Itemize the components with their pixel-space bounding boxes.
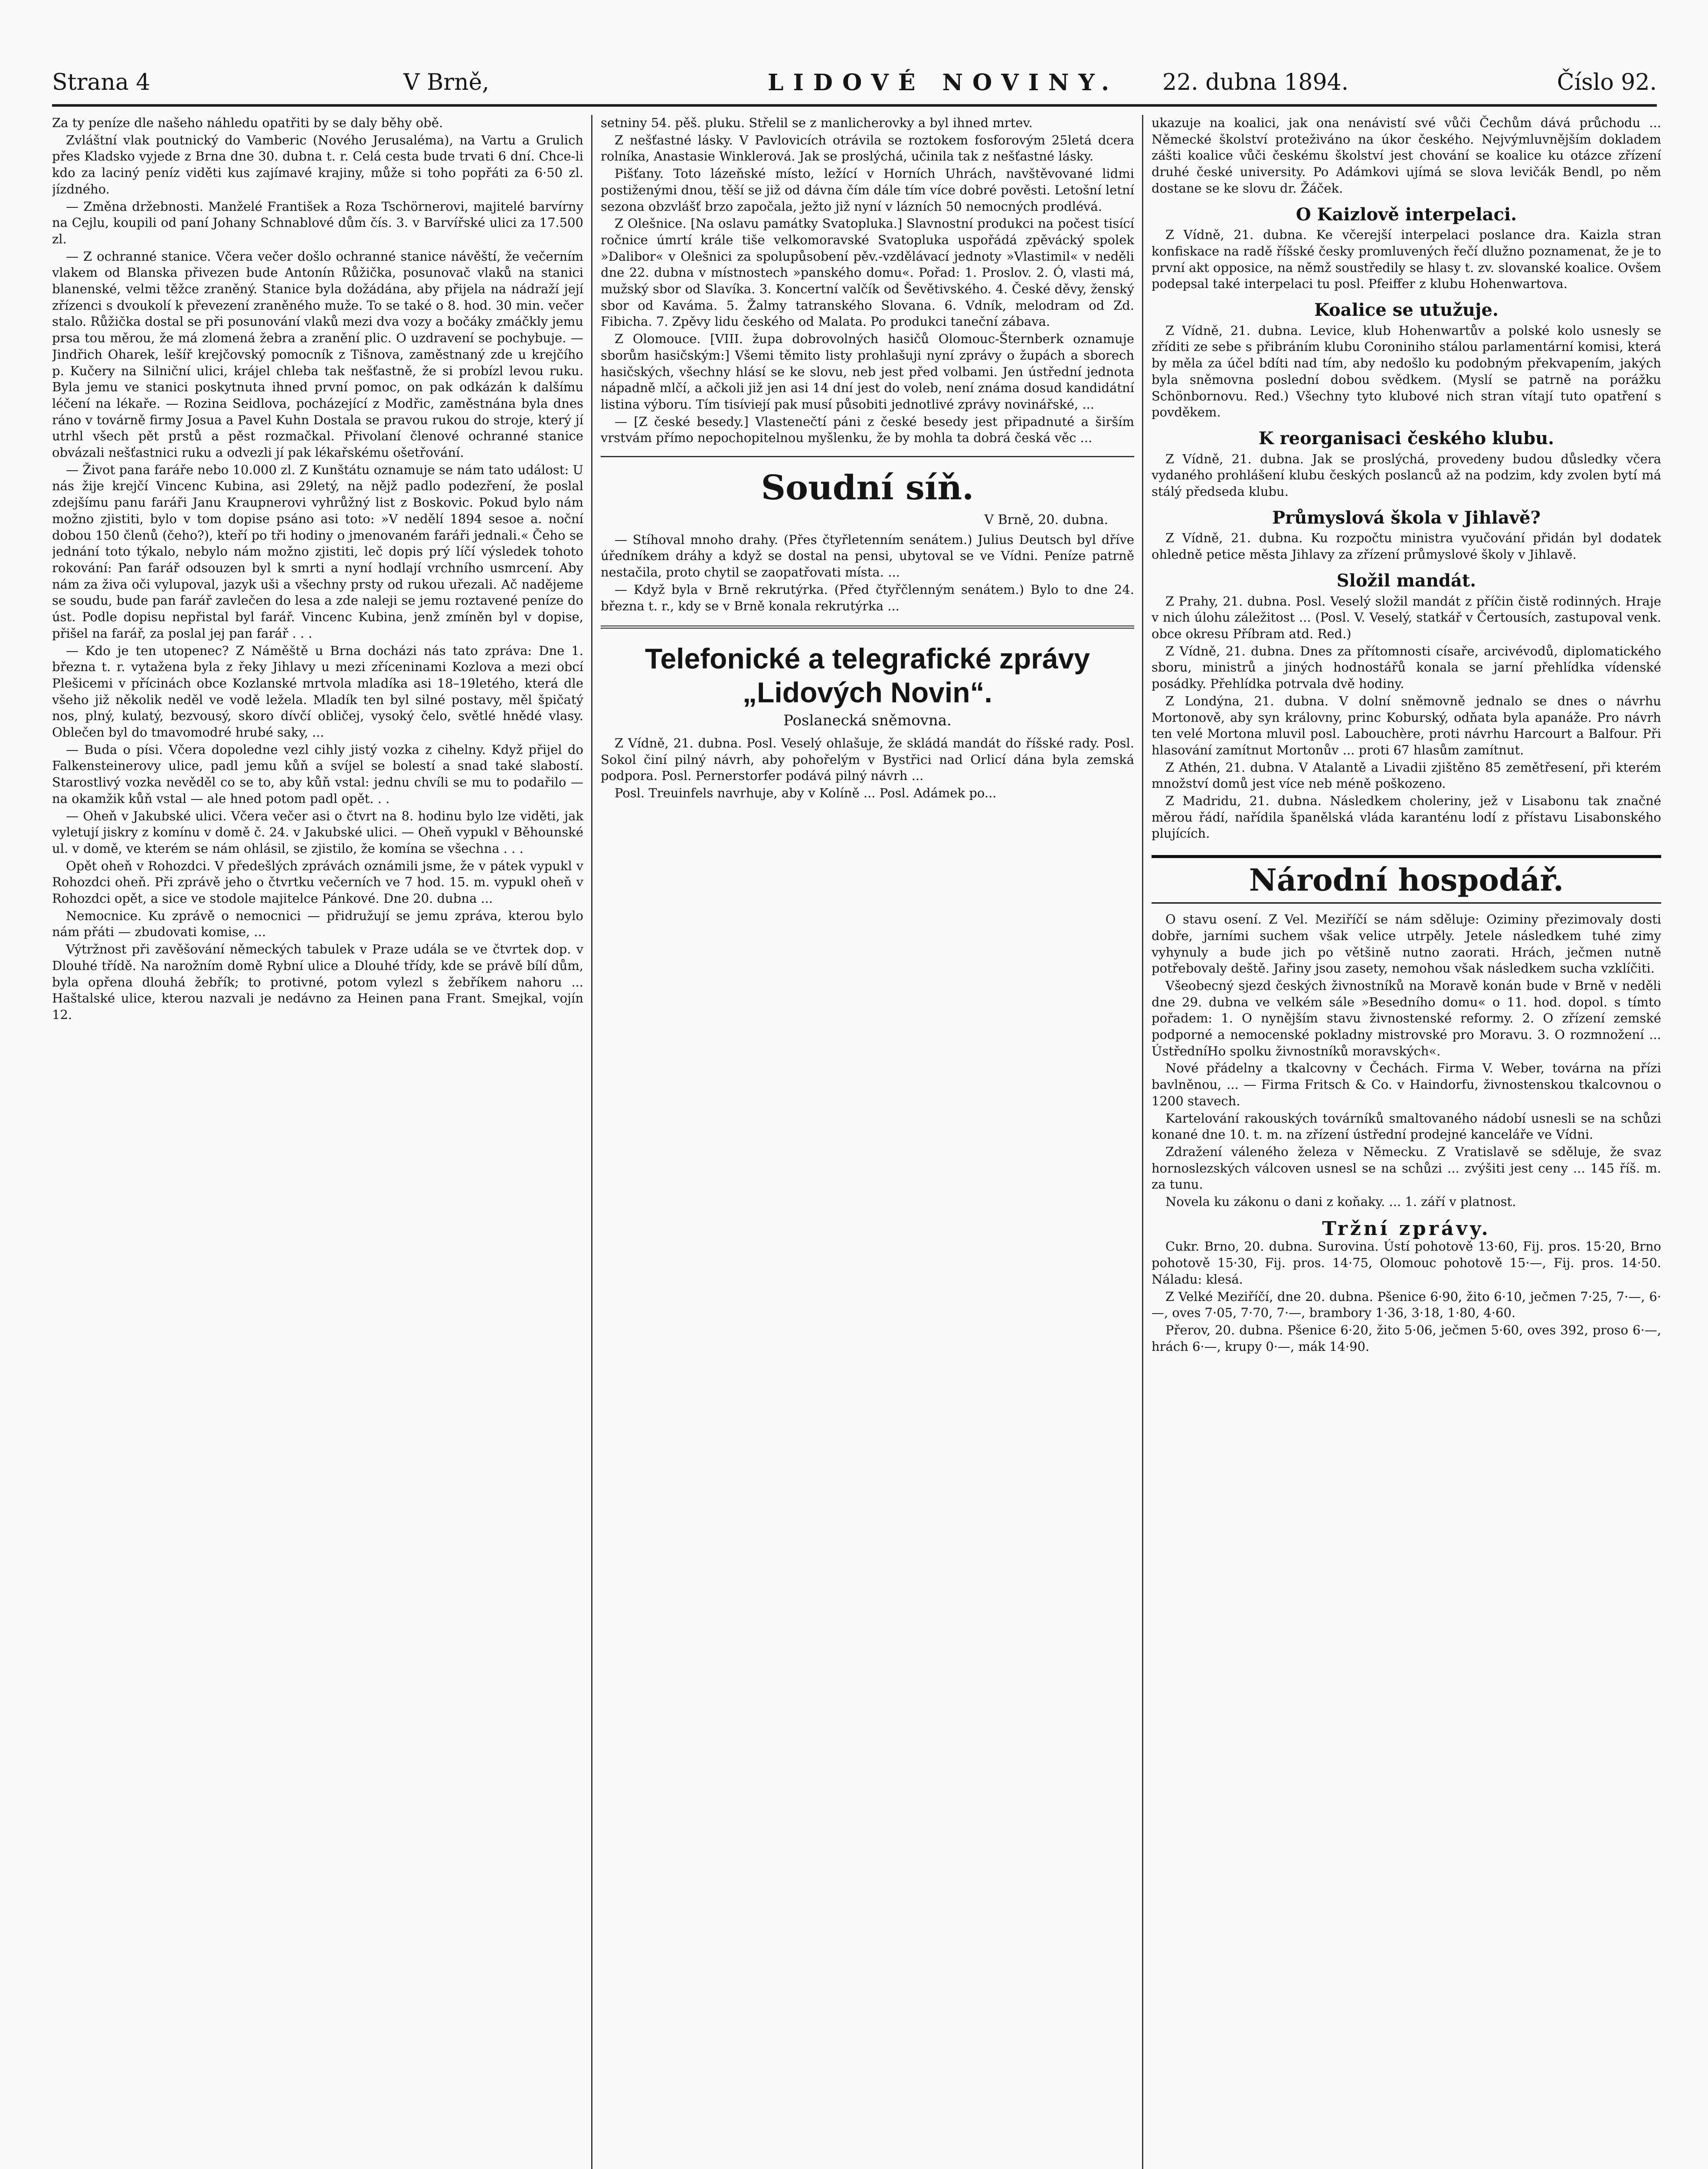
article-paragraph: Za ty peníze dle našeho náhledu opatřiti by se daly běhy obě. [52, 115, 443, 130]
article-paragraph: setniny 54. pěš. pluku. Střelil se z manlicherovky a byl ihned mrtev. [601, 115, 1033, 130]
column-3 [1152, 115, 1661, 2169]
section-heading-telegrafy: Telefonické a telegrafické zprávy „Lidových Novin“. [645, 642, 1090, 709]
city: V Brně, [403, 69, 489, 95]
article-paragraph: Pišťany. Toto lázeňské místo, ležící v Horních Uhrách, navštěvované lidmi postiženými dnou, těší se již od dávna čím dále tím více dobré pověsti. Letošní letní sezona obzvlášť brzo započala, ježto již nyní v lázních 50 nemocných prodlévá. [601, 166, 1134, 214]
article-heading: Koalice se utužuje. [1314, 300, 1499, 321]
article-heading: O Kaizlově interpelaci. [1296, 204, 1517, 225]
article-paragraph: — [Z české besedy.] Vlastenečtí páni z české besedy jest připadnuté a širším vrstvám přímo nepochopitelnou myšlenku, že by mohla ta dobrá česká věc ... [601, 414, 1134, 446]
issue-date: 22. dubna 1894. [1162, 69, 1349, 95]
article-paragraph: Z Vídně, 21. dubna. Jak se proslýchá, provedeny budou důsledky včera vydaného prohlášení klubu českých poslanců až na podzim, kdy zvolen bytí má stálý předseda klubu. [1152, 451, 1661, 499]
section-divider [601, 456, 1134, 457]
article-paragraph: Z Velké Meziříčí, dne 20. dubna. Pšenice 6·90, žito 6·10, ječmen 7·25, 7·—, 6·—, oves 7·05, 7·70, 7·—, brambory 1·36, 3·18, 1·80, 4·60. [1152, 1289, 1661, 1320]
section-heading-trzni-zpravy: Tržní zprávy. [1322, 1217, 1491, 1240]
section-box-narodni-hospodar [1152, 855, 1661, 904]
issue-number: Číslo 92. [1557, 69, 1657, 95]
article-paragraph: Cukr. Brno, 20. dubna. Surovina. Ústí pohotově 13·60, Fij. pros. 15·20, Brno pohotově 15·30, Fij. pros. 14·75, Olomouc pohotově 15·—, Fij. pros. 14·50. Náladu: klesá. [1152, 1239, 1661, 1287]
article-paragraph: Z Madridu, 21. dubna. Následkem choleriny, jež v Lisabonu tak značné měrou řádí, nařídila španělská vláda karanténu lodí z přístavu Lisabonského plujících. [1152, 793, 1661, 841]
article-paragraph: ukazuje na koalici, jak ona nenávistí své vůči Čechům dává průchodu ... Německé školství proteživáno na úkor českého. Nejvýmluvnějším dokladem zášti koalice vůči českému školství jest chování se koalice ku otázce zřízení druhé české university. Po Adámkovi ujímá se slova levičák Bendl, po něm dostane se ke slovu dr. Žáček. [1152, 115, 1661, 196]
article-paragraph: — Změna držebnosti. Manželé František a Roza Tschörnerovi, majitelé barvírny na Cejlu, koupili od paní Johany Schnablové dům čís. 3. v Barvířské ulici za 17.500 zl. [52, 199, 583, 246]
article-paragraph: Výtržnost při zavěšování německých tabulek v Praze udála se ve čtvrtek dop. v Dlouhé třídě. Na narožním domě Rybní ulice a Dlouhé třídy, kde se právě bílí dům, byla opřena dlouhá žebřík; to protivné, potom vylezl s žebříkem nahoru ... Haštalské ulice, kterou nazvali je nedávno za Heinen pana Frant. Smejkal, vojín 12. [52, 942, 583, 1022]
article-paragraph: Z Olešnice. [Na oslavu památky Svatopluka.] Slavnostní produkci na počest tisící ročnice úmrtí krále tiše velkomoravské Svatopluka uspořádá zpěvácký spolek »Dalibor« v Olešnici za spolupůsobení pěv.-vzdělávací jednoty »Vlastimil« v neděli dne 22. dubna v místnostech »panského domu«. Pořad: 1. Proslov. 2. Ó, vlasti má, mužský sbor od Slavíka. 3. Koncertní valčík od Ševětivského. 4. České děvy, ženský sbor od Kaváma. 5. Žalmy tatranského Slovana. 6. Vdník, melodram od Zd. Fibicha. 7. Zpěvy lidu českého od Malata. Po produkci taneční zábava. [601, 216, 1134, 329]
column-1 [52, 115, 583, 2169]
article-paragraph: Z Vídně, 21. dubna. Dnes za přítomnosti císaře, arcivévodů, diplomatického sboru, ministrů a jiných hodnostářů konala se jarní přehlídka vídenské posádky. Přehlídka potrvala dvě hodiny. [1152, 643, 1661, 691]
page-header [52, 65, 1657, 107]
article-paragraph: Z Vídně, 21. dubna. Posl. Veselý ohlašuje, že skládá mandát do říšské rady. Posl. Sokol činí pilný návrh, aby pohořelým v Bystřici nad Orlicí dána byla zemská podpora. Posl. Pernerstorfer podává pilný návrh ... [601, 735, 1134, 783]
dateline: V Brně, 20. dubna. [984, 512, 1108, 528]
article-paragraph: Kartelování rakouských továrníků smaltovaného nádobí usnesli se na schůzi konané dne 10. t. m. na zřízení ústřední prodejné kanceláře ve Vídni. [1152, 1111, 1661, 1142]
article-paragraph: Z Prahy, 21. dubna. Posl. Veselý složil mandát z příčin čistě rodinných. Hraje v nich úlohu záležitost ... (Posl. V. Veselý, statkář v Čertousích, zastupoval venk. obce okresu Příbram atd. Red.) [1152, 593, 1661, 641]
article-paragraph: Nové přádelny a tkalcovny v Čechách. Firma V. Weber, továrna na přízi bavlněnou, ... — Firma Fritsch & Co. v Haindorfu, živnostenskou tkalcovnou o 1200 stavech. [1152, 1061, 1661, 1108]
article-paragraph: Všeobecný sjezd českých živnostníků na Moravě konán bude v Brně v neděli dne 29. dubna ve velkém sále »Besedního domu« o 11. hod. dopol. s tímto pořadem: 1. O nynějším stavu živnostenské reformy. 2. O zřízení zemské podporné a nemocenské pokladny mistrovské pro Moravu. 3. O rozmnožení ... ÚstředníHo spolku živnostníků moravských«. [1152, 978, 1661, 1058]
article-paragraph: Zvláštní vlak poutnický do Vamberic (Nového Jerusaléma), na Vartu a Grulich přes Kladsko vyjede z Brna dne 30. dubna t. r. Celá cesta bude trvati 6 dní. Chce-li kdo za laciný peníz viděti kus zajímavé krajiny, může si toho popřáti za 6·50 zl. jízdného. [52, 132, 583, 197]
article-paragraph: — Oheň v Jakubské ulici. Včera večer asi o čtvrt na 8. hodinu bylo lze viděti, jak vyletují jiskry z komínu v domě č. 24. v Jakubské ulici. — Oheň vypukl v Běhounské ul. v domě, ve kterém se nám ohlásil, se zjistilo, že komína se všechna . . . [52, 808, 583, 856]
article-paragraph: — Stíhoval mnoho drahy. (Přes čtyřletenním senátem.) Julius Deutsch byl dříve úředníkem dráhy a když se dostal na pensi, ubytoval se ve Vídni. Peníze patrně nestačila, proto chytil se zaopatřovati místa. ... [601, 532, 1134, 580]
article-heading: Průmyslová škola v Jihlavě? [1272, 507, 1541, 528]
article-paragraph: O stavu osení. Z Vel. Meziříčí se nám sděluje: Oziminy přezimovaly dosti dobře, jarními suchem však velice utrpěly. Jetele následkem tuhé zimy vyhynuly a bude jich po většině nutno zaorati. Hrách, ječmen nutně potřebovaly deště. Jařiny jsou zasety, nemohou však následkem sucha vzklíčiti. [1152, 912, 1661, 976]
article-paragraph: Z Vídně, 21. dubna. Ku rozpočtu ministra vyučování přidán byl dodatek ohledně petice města Jihlavy za zřízení průmyslové školy v Jihlavě. [1152, 531, 1661, 562]
article-paragraph: Z Londýna, 21. dubna. V dolní sněmovně jednalo se dnes o návrhu Mortonově, aby syn královny, princ Koburský, odňata byla apanáže. Pro návrh ten velé Mortona mluvil posl. Labouchère, proti návrhu Harcourt a Balfour. Při hlasování zamítnut Mortonův ... proti 67 hlasům zamítnut. [1152, 693, 1661, 757]
article-paragraph: Z Vídně, 21. dubna. Ke včerejší interpelaci poslance dra. Kaizla stran konfiskace na radě říšské česky promluvených řečí dlužno poznamenat, že je to první akt opposice, na němž soustředily se hlasy t. zv. slovanské koalice. Ovšem podepsal také interpelaci tu posl. Pfeiffer z klubu Hohenwartova. [1152, 227, 1661, 292]
section-heading-soudni-sin: Soudní síň. [761, 468, 974, 508]
article-heading: K reorganisaci českého klubu. [1258, 428, 1554, 449]
column-divider [1142, 115, 1143, 2169]
section-heading-narodni-hospodar: Národní hospodář. [1249, 862, 1564, 898]
article-paragraph: — Kdo je ten utopenec? Z Náměště u Brna docházi nás tato zpráva: Dne 1. března t. r. vytažena byla z řeky Jihlavy u mezi zříceninami Kozlova a mezi obcí Plešicemi v přícinách obce Kozlanské mrtvola mladíka asi 18–19letého, která dle všeho již několik neděl ve vodě ležela. Mladík ten byl silné postavy, měl špičatý nos, plný, kulatý, bezvousý, skoro dívčí obličej, vysoký čelo, světlé hnědé vlasy. Oblečen byl do tmavomodré hrubé saky, ... [52, 643, 583, 740]
article-paragraph: Z Athén, 21. dubna. V Atalantě a Livadii zjištěno 85 zemětřesení, při kterém množství domů jest více neb méně poškozeno. [1152, 760, 1661, 791]
subheading: Poslanecká sněmovna. [783, 712, 952, 730]
article-paragraph: Posl. Treuinfels navrhuje, aby v Kolíně ... Posl. Adámek po... [615, 786, 997, 801]
article-paragraph: Přerov, 20. dubna. Pšenice 6·20, žito 5·06, ječmen 5·60, oves 392, proso 6·—, hrách 6·—, krupy 0·—, mák 14·90. [1152, 1323, 1661, 1354]
article-paragraph: Z Vídně, 21. dubna. Levice, klub Hohenwartův a polské kolo usnesly se zříditi ze sebe s přibráním klubu Coroniniho stálou parlamentární komisi, která by měla za účel bdíti nad tím, aby nedošlo ku podobným překvapením, jakých byla sněmovna poslední dobou svědkem. (Myslí se patrně na porážku Schönbornovu. Red.) Všechny tyto klubové nich stran vítají tuto opatření s povděkem. [1152, 323, 1661, 420]
article-paragraph: Z nešťastné lásky. V Pavlovicích otrávila se roztokem fosforovým 25letá dcera rolníka, Anastasie Winklerová. Jak se proslýchá, učinila tak z nešťastné lásky. [601, 132, 1134, 164]
column-divider [591, 115, 592, 2169]
article-paragraph: Zdražení váleného železa v Německu. Z Vratislavě se sděluje, že svaz hornoslezských válcoven usnesl se na schůzi ... zvýšiti jest ceny ... 145 říš. m. za tunu. [1152, 1144, 1661, 1192]
section-divider [601, 626, 1134, 629]
article-heading: Složil mandát. [1336, 570, 1476, 591]
article-paragraph: Opět oheň v Rohozdci. V předešlých zprávách oznámili jsme, že v pátek vypukl v Rohozdci oheň. Při zprávě jeho o čtvrtku večerních ve 7 hod. 15. m. vypukl oheň v Rohozdci opět, a sice ve stodole majitelce Pánkové. Dne 20. dubna ... [52, 858, 583, 906]
article-paragraph: — Z ochranné stanice. Včera večer došlo ochranné stanice návěští, že večerním vlakem od Blanska přivezen bude Antonín Růžička, posunovač vlaků na stanici blanenské, velmi těžce zraněný. Stanice byla dožádána, aby přijela na nádraží její zřízenci s dvoukolí k převezení zraněného muže. To se také o 8. hod. 30 min. večer stalo. Růžička dostal se při posunování vlaků mezi dva vozy a bočáky zmáčkly jemu prsa tou měrou, že má zlomená žebra a zranění plic. O uzdravení se pochybuje. — Jindřich Oharek, lešíř krejčovský pomocník z Tišnova, zaměstnaný zde u krejčího p. Kučery na Silniční ulici, krájel chleba tak nešťastně, že si probízl levou ruku. Byla jemu ve stanici poskytnuta ihned první pomoc, on pak odkázán k dalšímu léčení na lékaře. — Rozina Seidlova, pocházející z Modřic, zaměstnána byla dnes ráno v továrně firmy Josua a Pavel Kuhn Dostala se pravou rukou do stroje, který jí utrhl všech pět prstů a pěst rozmačkal. Přivolaní členové ochranné stanice obvázali nešťastnici ruku a odvezli jí pak lékařskému ošetřování. [52, 249, 583, 460]
article-paragraph: — Když byla v Brně rekrutýrka. (Před čtyřčlenným senátem.) Bylo to dne 24. března t. r., kdy se v Brně konala rekrutýrka ... [601, 582, 1134, 613]
column-2 [601, 115, 1134, 2169]
article-paragraph: Nemocnice. Ku zprávě o nemocnici — přidružují se jemu zpráva, kterou bylo nám přáti — zbudovati komise, ... [52, 908, 583, 940]
article-paragraph: Novela ku zákonu o dani z koňaky. ... 1. září v platnost. [1165, 1194, 1516, 1209]
newspaper-title: LIDOVÉ NOVINY. [768, 69, 1119, 96]
page-number: Strana 4 [52, 69, 151, 95]
article-paragraph: — Buda o písi. Včera dopoledne vezl cihly jistý vozka z cihelny. Když přijel do Falkensteinerovy ulice, padl jemu kůň a svíjel se bolestí a snad také slabostí. Starostlivý vozka nevěděl co se to, aby kůň vstal: jednu chvíli se mu to podařilo — na okamžik kůň vstal — ale hned potom padl opět. . . [52, 742, 583, 806]
article-paragraph: — Život pana faráře nebo 10.000 zl. Z Kunštátu oznamuje se nám tato událost: U nás žije krejčí Vincenc Kubina, asi 29letý, na nějž padlo podezření, že poslal zdejšímu panu faráři Janu Kraupnerovi vyhrůžný list z Boskovic. Pokud bylo nám možno zjistiti, bylo v tom dopise psáno asi toto: »V nedělí 1894 sesoe a. noční dobou 150 členů (čeho?), kteří po tři hodiny o jmenovaném faráři jednali.« Čeho se jednání toto týkalo, nebylo nám možno zjistiti, leč dopis prý líčí výsledek tohoto rokování: Pan farář odsouzen byl k smrti a nyní hodlají vrchního usmrcení. Aby nám za živa oči vylupoval, jazyk uši a všechny prsty od rukou uřezali. Ač nadějeme se soudu, bude pan farář zavlečen do lesa a zde naleji se jemu roztavené peníze do úst. Podle dopisu nepřistal byl farář. Vincenc Kubina, jenž zmíněn byl v dopise, přišel na farář, za poslal jej pan farář . . . [52, 462, 583, 641]
article-paragraph: Z Olomouce. [VIII. župa dobrovolných hasičů Olomouc-Šternberk oznamuje sborům hasičským:] Všemi těmito listy prohlašuji nyní zprávy o župách a sborech hasičských, všechny hlásí se ke slovu, neb jest před volbami. Jen ústřední jednota nápadně mlčí, a ačkoli již jen asi 14 dní jest do voleb, není známa dosud kandidátní listina výboru. Tím tisíviejí pak musí působiti jednotlivé zprávy novinářské, ... [601, 331, 1134, 412]
